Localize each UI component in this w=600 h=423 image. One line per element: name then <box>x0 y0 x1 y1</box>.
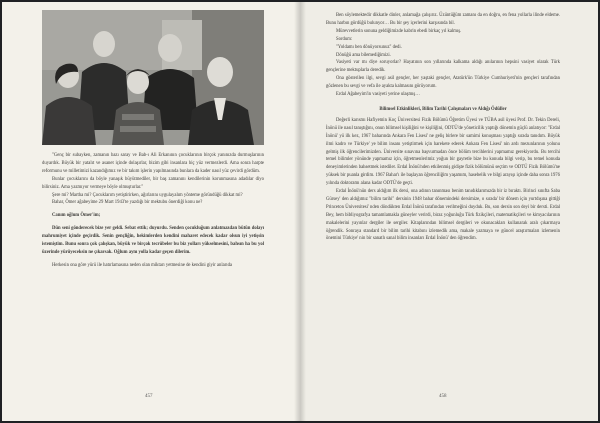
page-number-right: 458 <box>439 394 447 399</box>
book-gutter <box>294 2 306 421</box>
paragraph: "Genç bir subayken, zamanın bazı saray ve Bab-ı Ali Erkanının çocuklarının birçok yanınızda durmuşlarının duyardık. Büyük bir yatalıt ve asanet içinde dolaşırlar, bizim gibi insanlara hiç yüz vermezlerdi. Ama sonra harpte reformunu ve milletimizi kazandığımız ve bir takım işlerin yapılmasında bunlara da kader nasıl yüz çevirdi gördüm. <box>42 153 264 174</box>
page-number-left: 457 <box>145 394 153 399</box>
paragraph: Ben söylemektedir dikkatle dinler, anlamağa çalışırız. Üzüntüğüm zamanı da en doğru, en fena yollarla ilinde eldeme. Bunu harbın gördüğü bulunyor… Bu bir şey içerlerini karşısında bil. <box>326 13 560 26</box>
paragraph: Sordum: <box>336 36 353 42</box>
paragraph: Erdal İnönü'nün ders aldığım ilk dersi, ona adının tanınması benim tanıdıklarımızda bir iz bıraktı. Birinci sınıfta Saba Gürsey' den aldığımız "bilim tarihi" dersinin 1948 bahar dönemindeki dersimize, o sırada' bir dönem için yurtdışına gittiği Princeton Üniversitesi' nden döndükten Erdal İnönü tarafından verilmeğini duyduk. Bu, son dersin son deyi bir dersti. Erdal Bey, hem bibliyografya tamamlamakla güneyler verirdi, biraz yoğunluğu Türk fizikçileri, matematikçileri ve kimyacılarının makalelerini yayınlar dergiler ile sergiler. Kitaplarından bilimsel dergileri ve okunacakları kullanarak aralı çıkarmaya öğrendik. Sonraya standard bir bilim tarihi kitabını izlemedik ama, makale yazmaya ve güncel araştırmaları izlemenin önemini Türkiye' nin bir sanatlı sanal bilim insanları Erdal İnönü' den öğrendim. <box>326 189 560 242</box>
letter-body: Dün seni gönderecek bize yer geldi. Sebat ettik; duyurdu. Senden çocukluğum anlatmazdan bütün dolayı mahrumiyet içinde geçirdik. Senin gençliğin, hekimlerden kendini maharet edecek kadar olsun iyi yetişsin istemiştim. Bunu sonra çok çalışkan, büyük ve birçok tecrübeler bu biz yolları yükselmesini, bahsın ha bu yol üzerinde yürüyeceksin ne çıkarsak. Oğlum aynı yolla kadar geçen dilerim. <box>42 226 264 255</box>
right-page <box>300 2 598 421</box>
section-heading: Bilimsel Etkinlikleri, Bilim Tarihi Çalışmaları ve Aldığı Ödüller <box>379 106 507 112</box>
family-photo-image <box>42 10 264 145</box>
paragraph: Şere mi? Martha mi? Çocuklarım yetiştirirken, ağırlarını uygulayalım yönteme göründüğü dikkat mi? <box>52 192 243 198</box>
paragraph: Herkesin ona göre yürü ile hatırlamasına neden olan miktarı yetmesine de kendini giyir anlarıda <box>52 262 233 268</box>
book-spread <box>2 2 598 421</box>
paragraph: Dönüğü ama bilemediğimizi. <box>336 52 391 58</box>
paragraph: Mürevvetlerin sonuna geldiğimizde kabrin ebedi birkaç yıl kalmış. <box>336 28 462 34</box>
paragraph: Bunlar çocuklarını da böyle yanaşık büyütmediler, bir baş zamanını kendilerinin korunmasına adadılar diyo bilirsiniz. Ama yazmıyor vermeye böyle olmuşturlar." <box>42 176 264 190</box>
letter-salutation: Canım oğlum Ömer'im; <box>52 213 101 219</box>
paragraph: Erdal Ağabeyim'in vasiyeti yerine ulaşmış… <box>336 92 420 98</box>
paragraph: Ona gösterilen ilgi, sevgi asil gençler, her yaştaki gençler, Atatürk'ün Türkiye Cumhuriyeti'nin gençleri tarafından gözlenen bu sevgi ve vefa ile ayakta kalmasını görüyorum. <box>326 76 560 90</box>
paragraph: Değerli karısmı Hafiyemin Koç Üniversitesi Fizik Bölümü Öğretim Üyesi ve TÜBA asil üyesi Prof. Dr. Tekin Dereli, İnönü ile nasıl tanıştığını, onun bilimsel kişiliğini ve kişiliğini, ODTÜ'de yöneticilik yaptığı dönemin güçlü anlatıyor: "Erdal İnönü' yü ilk kez, 1967 baharında Ankara Fen Lisesi' ne geliş birlere bir samimi konuşması yaptığı sırada tanıdım. Büyük ilmi kadro ve Türkiye' ye bilim insanı yetiştirmek için harekete ederek Ankara Fen Lisesi' nin ardı mezunlarının yolunu gelmiş ilk öğrencilerimizden. Üniversite sınavına başvurmadan önce bölüm tercihlerini yapmamız gerekiyordu. Bu tercihi temel bilimler yönünde yapmamız için, öğretmenlerimiz yoğun bir gayretle bize bu konuda bilgi verip, bu temel konuda deneyimlerinden bahsetmek istediler. Erdal İnönü'nden etkilenmiş gidişte fizik bölümünü seçtim ve ODTÜ Fizik Bölümü'ne yüksek bir puanla girdim. 1967 Bahar'ı ile başlayan öğrenciliğim yaşamım, hasebelik ve bilgi arayışı içinde daha sonra 1976 yılında doktoramı alana kadar ODTÜ'de geçti. <box>326 117 560 187</box>
right-text-block <box>326 12 560 243</box>
paragraph: Vasiyeti var mı diye soruyorlar? Hayatının son yıllarında kalkama aldığı anılarının hepsini vasiyet olarak Türk gençlerine mektuplarla deredik. <box>326 60 560 74</box>
paragraph: Bahar, Ömer ağabeyime 29 Mart 1943'te yazdığı bir mektubu önerdiği konu ne? <box>52 200 203 206</box>
left-page <box>2 2 300 421</box>
family-photograph <box>42 10 264 145</box>
paragraph: "Yoldamı ben dönüyorsunuz" dedi. <box>336 44 402 50</box>
left-text-block <box>42 152 264 270</box>
